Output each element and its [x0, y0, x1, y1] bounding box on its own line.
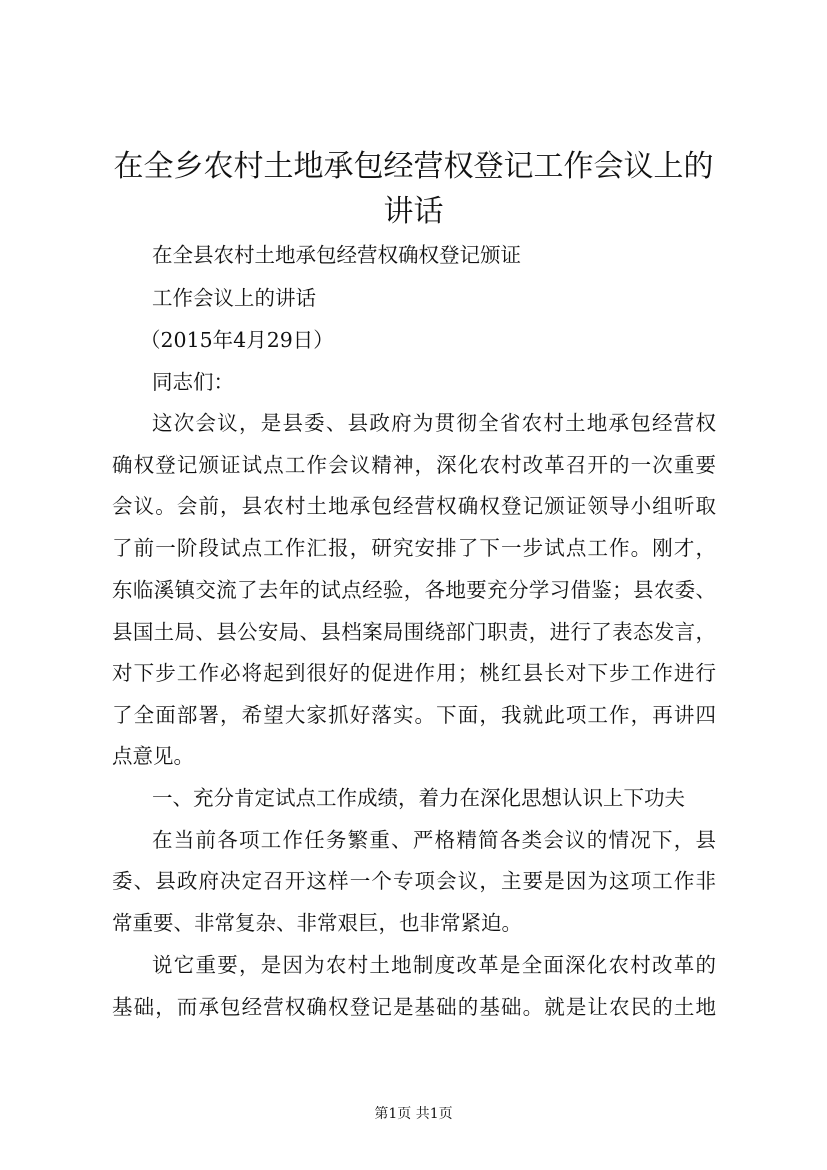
paragraph-1-line: 东临溪镇交流了去年的试点经验，各地要充分学习借鉴；县农委、	[112, 578, 716, 602]
subtitle-line-1: 在全县农村土地承包经营权确权登记颁证	[152, 243, 521, 267]
paragraph-1-line: 县国土局、县公安局、县档案局围绕部门职责，进行了表态发言，	[112, 620, 716, 644]
page-footer: 第1页 共1页	[374, 1106, 453, 1122]
paragraph-1-line: 这次会议，是县委、县政府为贯彻全省农村土地承包经营权	[152, 411, 716, 435]
paragraph-2-line: 常重要、非常复杂、非常艰巨，也非常紧迫。	[112, 911, 522, 935]
paragraph-1-line: 确权登记颁证试点工作会议精神，深化农村改革召开的一次重要	[112, 453, 716, 477]
paragraph-1-line: 了全面部署，希望大家抓好落实。下面，我就此项工作，再讲四	[112, 703, 716, 727]
paragraph-2-line: 在当前各项工作任务繁重、严格精简各类会议的情况下，县	[152, 828, 716, 852]
paragraph-1-line: 对下步工作必将起到很好的促进作用；桃红县长对下步工作进行	[112, 661, 716, 685]
section-heading-1: 一、充分肯定试点工作成绩，着力在深化思想认识上下功夫	[152, 786, 685, 810]
paragraph-2-line: 委、县政府决定召开这样一个专项会议，主要是因为这项工作非	[112, 869, 716, 893]
document-title-line-2: 讲话	[383, 194, 444, 229]
paragraph-3-line: 说它重要，是因为农村土地制度改革是全面深化农村改革的	[152, 953, 716, 977]
speech-date: （2015年4月29日）	[140, 328, 334, 352]
paragraph-1-line: 了前一阶段试点工作汇报，研究安排了下一步试点工作。刚才，	[112, 536, 716, 560]
paragraph-1-line: 点意见。	[112, 744, 194, 768]
salutation: 同志们：	[152, 370, 234, 394]
paragraph-1-line: 会议。会前，县农村土地承包经营权确权登记颁证领导小组听取	[112, 494, 716, 518]
paragraph-3-line: 基础，而承包经营权确权登记是基础的基础。就是让农民的土地	[112, 995, 716, 1019]
subtitle-line-2: 工作会议上的讲话	[152, 286, 316, 310]
document-title-line-1: 在全乡农村土地承包经营权登记工作会议上的	[113, 149, 714, 184]
